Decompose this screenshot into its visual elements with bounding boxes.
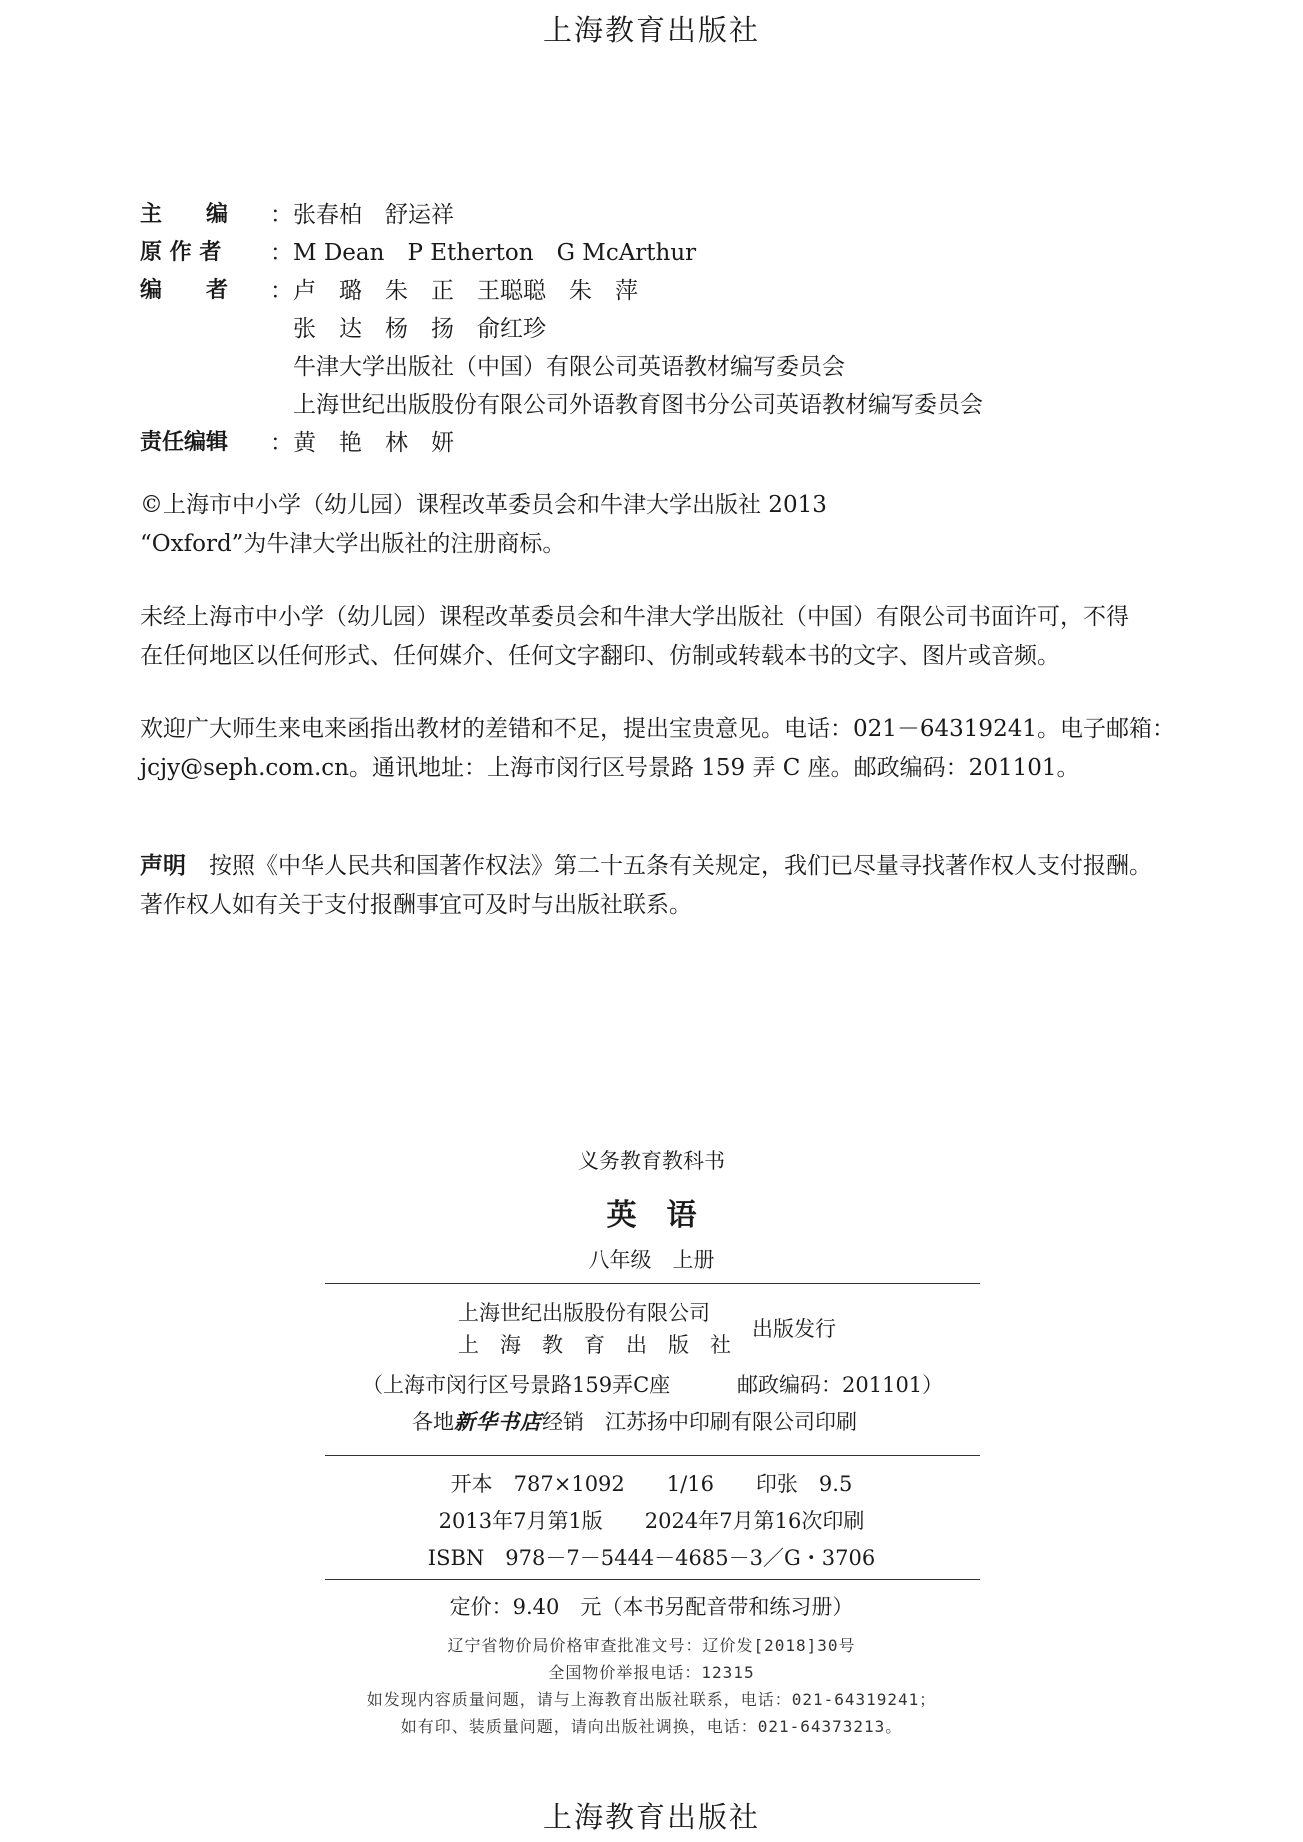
credit-row-responsible-editors [140, 424, 983, 462]
contact-line: jcjy@seph.com.cn。通讯地址：上海市闵行区号景路 159 弄 C 座。邮政编码：201101。 [140, 755, 1080, 781]
credit-value-text: M Dean P Etherton G McArthur [293, 240, 697, 266]
statement-text: 按照《中华人民共和国著作权法》第二十五条有关规定，我们已尽量寻找著作权人支付报酬。 [209, 853, 1152, 879]
credit-value-text: 上海世纪出版股份有限公司外语教育图书分公司英语教材编写委员会 [293, 392, 983, 418]
header-publisher: 上海教育出版社 [542, 13, 760, 47]
credit-value [270, 386, 983, 424]
credit-value-text: 卢 璐 朱 正 王聪聪 朱 萍 [293, 278, 638, 304]
approval-line: 辽宁省物价局价格审查批准文号：辽价发[2018]30号 [447, 1636, 856, 1655]
credit-value-text: 黄 艳 林 妍 [293, 430, 454, 456]
isbn-line: ISBN 978－7－5444－4685－3／G・3706 [427, 1546, 876, 1570]
edition-line: 2013年7月第1版 2024年7月第16次印刷 [438, 1509, 865, 1533]
credit-value: ：M Dean P Etherton G McArthur [270, 240, 697, 266]
publisher-name: 上 海 教 育 出 版 社 [458, 1333, 731, 1357]
price-hotline: 全国物价举报电话：12315 [548, 1663, 755, 1682]
publisher-name: 上海世纪出版股份有限公司 [458, 1301, 710, 1325]
format-line: 开本 787×1092 1/16 印张 9.5 [450, 1472, 853, 1496]
credit-label-empty [140, 348, 270, 386]
divider [325, 1455, 980, 1456]
publisher-address: （上海市闵行区号景路159弄C座 [362, 1373, 671, 1397]
credit-row-editors-cont [140, 310, 983, 348]
credit-label-empty [140, 386, 270, 424]
permission-line: 在任何地区以任何形式、任何媒介、任何文字翻印、仿制或转载本书的文字、图片或音频。 [140, 643, 1060, 669]
credit-label: 主 编 [140, 202, 229, 227]
credit-row-seph-committee [140, 386, 983, 424]
permission-line: 未经上海市中小学（幼儿园）课程改革委员会和牛津大学出版社（中国）有限公司书面许可，不得 [140, 604, 1129, 630]
credit-value-text: 牛津大学出版社（中国）有限公司英语教材编写委员会 [293, 354, 845, 380]
credit-row-chief-editor [140, 196, 983, 234]
publisher-names [458, 1297, 731, 1361]
credit-value: ：卢 璐 朱 正 王聪聪 朱 萍 [270, 278, 638, 304]
credit-label: 编 者 [140, 278, 229, 303]
copyright-block [140, 486, 827, 564]
statement-label: 声明 [140, 853, 186, 879]
distribution-prefix: 各地 [412, 1410, 454, 1434]
credits-block [140, 196, 983, 462]
book-title: 英 语 [606, 1198, 697, 1233]
divider [325, 1283, 980, 1284]
divider [325, 1579, 980, 1580]
credit-value: ：张春柏 舒运祥 [270, 202, 454, 228]
credit-label: 原 作 者 [140, 240, 222, 265]
credit-value-text: 张 达 杨 扬 俞红珍 [293, 316, 546, 342]
statement-block [140, 847, 1152, 925]
credit-value-text: 张春柏 舒运祥 [293, 202, 454, 228]
credit-row-original-authors [140, 234, 983, 272]
xinhua-logo: 新华书店 [454, 1409, 542, 1434]
grade-volume: 八年级 上册 [588, 1248, 715, 1272]
price-line: 定价：9.40 元（本书另配音带和练习册） [449, 1595, 854, 1619]
trademark-line: “Oxford”为牛津大学出版社的注册商标。 [140, 531, 566, 557]
statement-line [140, 847, 1152, 886]
contact-block [140, 710, 1175, 788]
series-title: 义务教育教科书 [578, 1149, 725, 1173]
credit-label: 责任编辑 [140, 430, 229, 455]
contact-line: 欢迎广大师生来电来函指出教材的差错和不足，提出宝贵意见。电话：021－64319241。电子邮箱： [140, 716, 1175, 742]
distribution-line [412, 1406, 857, 1436]
copyright-line: ©上海市中小学（幼儿园）课程改革委员会和牛津大学出版社 2013 [140, 492, 827, 518]
publisher-postcode: 邮政编码：201101） [737, 1373, 944, 1397]
credit-label-empty [140, 310, 270, 348]
publish-issue-label: 出版发行 [752, 1317, 836, 1341]
credit-row-editors [140, 272, 983, 310]
footer-publisher: 上海教育出版社 [542, 1800, 760, 1834]
credit-value [270, 348, 845, 386]
credit-value: ：黄 艳 林 妍 [270, 430, 454, 456]
quality-contact: 如发现内容质量问题，请与上海教育出版社联系，电话：021-64319241； [366, 1690, 937, 1709]
credit-row-oup-committee [140, 348, 983, 386]
print-contact: 如有印、装质量问题，请向出版社调换，电话：021-64373213。 [400, 1717, 903, 1736]
statement-line: 著作权人如有关于支付报酬事宜可及时与出版社联系。 [140, 892, 692, 918]
credit-value [270, 310, 546, 348]
permission-block [140, 598, 1129, 676]
distribution-suffix: 经销 江苏扬中印刷有限公司印刷 [542, 1410, 857, 1434]
